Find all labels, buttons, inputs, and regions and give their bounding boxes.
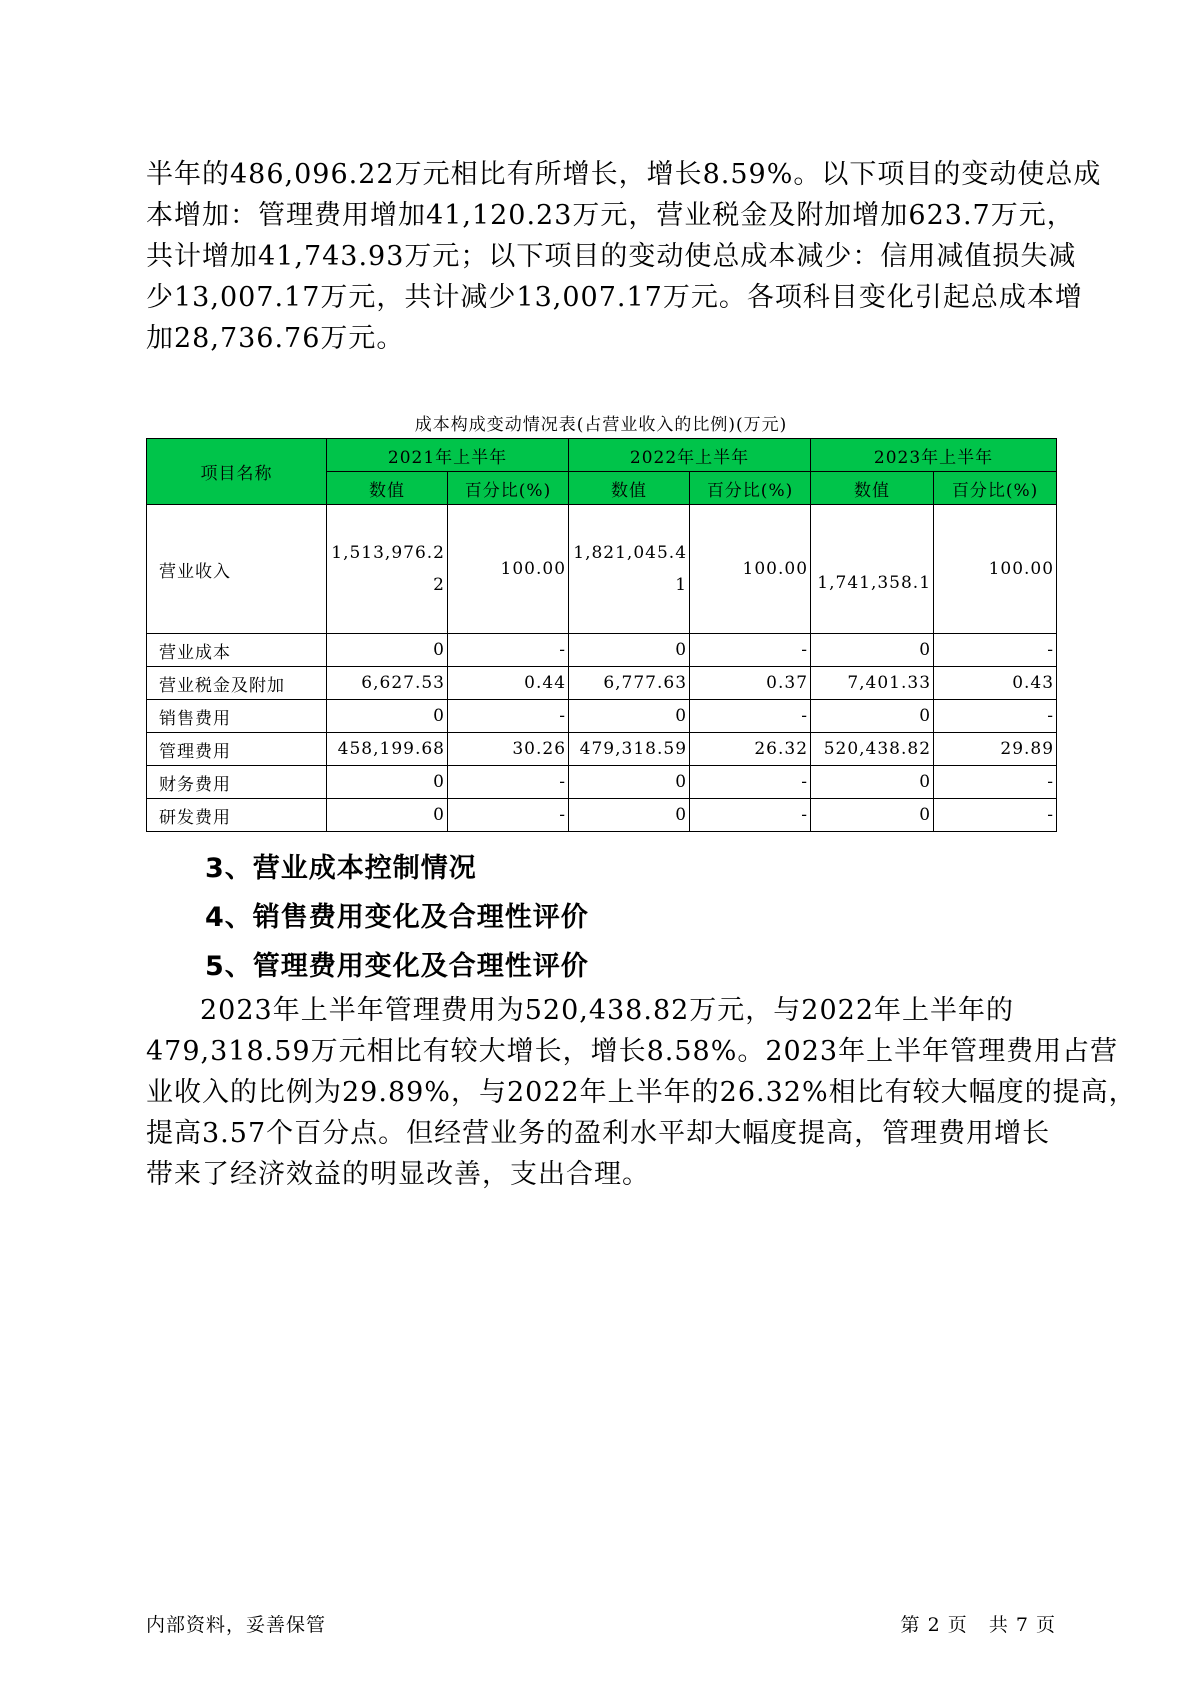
header-period: 2021年上半年 [327, 439, 569, 472]
header-percent: 百分比(%) [690, 472, 811, 505]
table-cell: 29.89 [934, 733, 1057, 766]
table-cell: - [690, 700, 811, 733]
table-cell: - [448, 634, 569, 667]
paragraph-line: 提高3.57个百分点。但经营业务的盈利水平却大幅度提高，管理费用增长 [146, 1118, 1051, 1149]
table-row [147, 634, 1057, 667]
table-row [147, 733, 1057, 766]
table-cell: 100.00 [690, 505, 811, 634]
table-cell: 0 [569, 700, 690, 733]
table-cell: 0 [569, 799, 690, 832]
section-heading-5: 5、管理费用变化及合理性评价 [205, 951, 589, 982]
table-cell: 7,401.33 [811, 667, 934, 700]
table-cell: 0.37 [690, 667, 811, 700]
table-cell: 520,438.82 [811, 733, 934, 766]
table-cell: - [934, 700, 1057, 733]
row-label: 销售费用 [147, 700, 327, 733]
table-cell: 0 [811, 766, 934, 799]
table-row [147, 799, 1057, 832]
table-cell: 100.00 [934, 505, 1057, 634]
table-row [147, 700, 1057, 733]
row-label: 管理费用 [147, 733, 327, 766]
table-cell: 0 [569, 766, 690, 799]
table-cell: - [934, 799, 1057, 832]
paragraph-line: 479,318.59万元相比有较大增长，增长8.58%。2023年上半年管理费用占营 [146, 1036, 1119, 1067]
row-label: 营业税金及附加 [147, 667, 327, 700]
paragraph-line: 少13,007.17万元，共计减少13,007.17万元。各项科目变化引起总成本增 [146, 282, 1083, 313]
table-cell: - [690, 766, 811, 799]
paragraph-line: 2023年上半年管理费用为520,438.82万元，与2022年上半年的 [200, 995, 1015, 1026]
cost-structure-table [146, 438, 1057, 832]
table-row [147, 505, 1057, 634]
paragraph-cost-summary [146, 154, 1102, 359]
table-cell: - [448, 700, 569, 733]
header-percent: 百分比(%) [934, 472, 1057, 505]
row-label: 营业成本 [147, 634, 327, 667]
table-cell: 0 [327, 799, 448, 832]
table-cell: - [690, 634, 811, 667]
paragraph-line: 加28,736.76万元。 [146, 323, 405, 354]
header-item-name: 项目名称 [147, 439, 327, 505]
table-cell: - [448, 766, 569, 799]
table-cell: 6,627.53 [327, 667, 448, 700]
table-cell: 0 [811, 700, 934, 733]
table-caption: 成本构成变动情况表(占营业收入的比例)(万元) [414, 415, 788, 435]
header-value: 数值 [811, 472, 934, 505]
table-cell: 479,318.59 [569, 733, 690, 766]
table-cell: 26.32 [690, 733, 811, 766]
table-cell: 0 [811, 634, 934, 667]
header-value: 数值 [569, 472, 690, 505]
table-cell: 458,199.68 [327, 733, 448, 766]
table-cell: 0 [327, 634, 448, 667]
section-heading-4: 4、销售费用变化及合理性评价 [205, 902, 589, 933]
table-row [147, 766, 1057, 799]
row-label: 财务费用 [147, 766, 327, 799]
header-period: 2022年上半年 [569, 439, 811, 472]
table-cell: - [448, 799, 569, 832]
table-cell: 1,741,358.1 [811, 505, 934, 634]
paragraph-line: 半年的486,096.22万元相比有所增长，增长8.59%。以下项目的变动使总成 [146, 159, 1102, 190]
table-cell: - [934, 634, 1057, 667]
table-cell: - [690, 799, 811, 832]
table-cell: 0 [811, 799, 934, 832]
header-value: 数值 [327, 472, 448, 505]
table-cell: 0.43 [934, 667, 1057, 700]
table-cell: 0 [327, 700, 448, 733]
table-cell: - [934, 766, 1057, 799]
table-cell: 1,821,045.41 [569, 505, 690, 634]
paragraph-line: 本增加：管理费用增加41,120.23万元，营业税金及附加增加623.7万元， [146, 200, 1075, 231]
row-label: 营业收入 [147, 505, 327, 634]
paragraph-admin-expense [146, 990, 1137, 1195]
table-cell: 30.26 [448, 733, 569, 766]
paragraph-line: 带来了经济效益的明显改善，支出合理。 [146, 1159, 650, 1190]
table-row [147, 667, 1057, 700]
table-cell: 6,777.63 [569, 667, 690, 700]
table-cell: 1,513,976.22 [327, 505, 448, 634]
header-period: 2023年上半年 [811, 439, 1057, 472]
footer-page-number: 第 2 页 共 7 页 [900, 1614, 1056, 1636]
table-cell: 0 [327, 766, 448, 799]
paragraph-line: 共计增加41,743.93万元；以下项目的变动使总成本减少：信用减值损失减 [146, 241, 1077, 272]
paragraph-line: 业收入的比例为29.89%，与2022年上半年的26.32%相比有较大幅度的提高， [146, 1077, 1137, 1108]
section-heading-3: 3、营业成本控制情况 [205, 853, 477, 884]
table-cell: 0.44 [448, 667, 569, 700]
table-cell: 0 [569, 634, 690, 667]
row-label: 研发费用 [147, 799, 327, 832]
header-percent: 百分比(%) [448, 472, 569, 505]
footer-confidential: 内部资料，妥善保管 [146, 1614, 327, 1636]
table-cell: 100.00 [448, 505, 569, 634]
